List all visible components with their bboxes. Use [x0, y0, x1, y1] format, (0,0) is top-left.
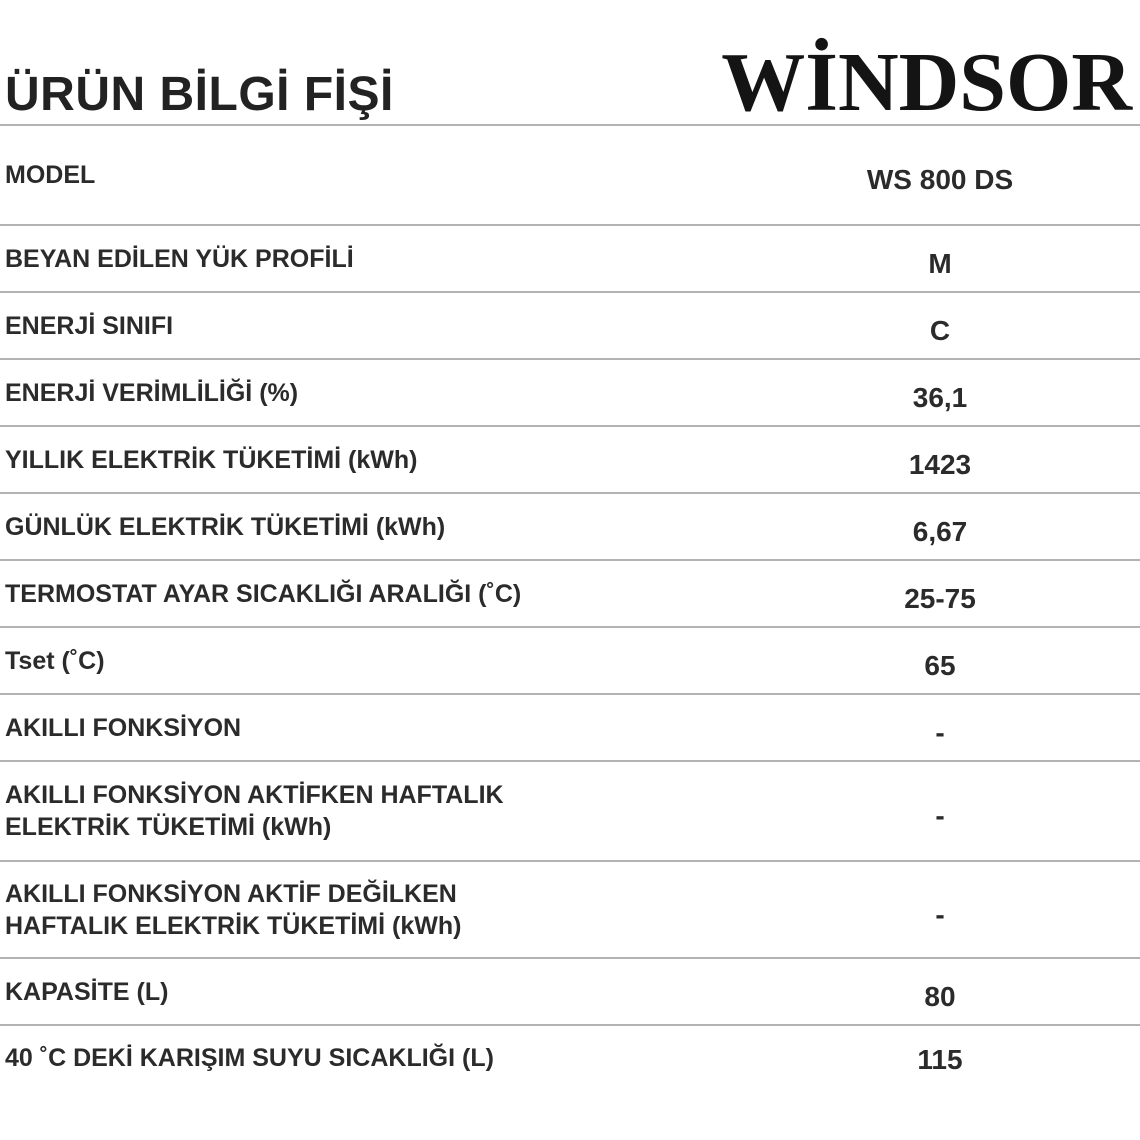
spec-label-text: TERMOSTAT AYAR SICAKLIĞI ARALIĞI (˚C) [5, 579, 522, 608]
spec-row-model [0, 126, 1140, 226]
spec-row-mixed-water [0, 1026, 1140, 1136]
spec-label [0, 578, 521, 610]
spec-row-load-profile [0, 226, 1140, 293]
spec-row-thermostat-range [0, 561, 1140, 628]
spec-label-text: KAPASİTE (L) [5, 977, 169, 1006]
spec-label-text: AKILLI FONKSİYON [5, 713, 242, 742]
spec-label-text: ENERJİ SINIFI [5, 311, 174, 340]
spec-label [0, 1026, 494, 1074]
page-title: ÜRÜN BİLGİ FİŞİ [5, 67, 394, 121]
spec-row-weekly-consumption-smart-off [0, 862, 1140, 959]
spec-label [0, 444, 417, 476]
spec-label [0, 878, 461, 942]
spec-label-text: AKILLI FONKSİYON AKTİFKEN HAFTALIK [5, 781, 504, 809]
spec-label-text: YILLIK ELEKTRİK TÜKETİMİ (kWh) [5, 445, 418, 474]
spec-row-energy-class [0, 293, 1140, 360]
spec-value: - [935, 898, 945, 930]
spec-label-text: Tset (˚C) [5, 646, 105, 675]
spec-label [0, 159, 95, 191]
spec-label-text-line2: ELEKTRİK TÜKETİMİ (kWh) [5, 813, 332, 841]
spec-row-weekly-consumption-smart-on [0, 762, 1140, 862]
spec-value: 25-75 [904, 582, 976, 614]
spec-label-text: GÜNLÜK ELEKTRİK TÜKETİMİ (kWh) [5, 512, 446, 541]
spec-value: 6,67 [912, 515, 968, 547]
spec-row-daily-consumption [0, 494, 1140, 561]
spec-value: 36,1 [912, 381, 968, 413]
spec-label [0, 779, 504, 843]
spec-row-annual-consumption [0, 427, 1140, 494]
spec-label-text: BEYAN EDİLEN YÜK PROFİLİ [5, 244, 354, 273]
spec-label-text: AKILLI FONKSİYON AKTİF DEĞİLKEN [5, 879, 457, 908]
spec-label-text-line2: HAFTALIK ELEKTRİK TÜKETİMİ (kWh) [5, 911, 462, 940]
spec-value: M [928, 247, 952, 279]
spec-label [0, 243, 354, 275]
brand-logo: WİNDSOR [721, 36, 1132, 130]
spec-value: - [935, 716, 945, 748]
spec-value: 1423 [908, 448, 972, 480]
spec-row-capacity [0, 959, 1140, 1026]
spec-label-text: 40 ˚C DEKİ KARIŞIM SUYU SICAKLIĞI (L) [5, 1044, 494, 1072]
spec-row-energy-efficiency [0, 360, 1140, 427]
spec-label [0, 645, 105, 677]
spec-label-text: MODEL [5, 161, 96, 189]
spec-value: - [935, 800, 945, 831]
spec-value: 115 [917, 1044, 963, 1075]
spec-row-smart-function [0, 695, 1140, 762]
spec-label [0, 377, 298, 409]
spec-value: C [929, 314, 951, 346]
spec-label [0, 310, 173, 342]
spec-label [0, 712, 241, 744]
spec-value: 65 [924, 649, 956, 681]
spec-value: WS 800 DS [866, 164, 1014, 195]
spec-table [0, 126, 1140, 1136]
header [0, 0, 1140, 130]
spec-value: 80 [924, 980, 956, 1012]
spec-label [0, 511, 445, 543]
spec-row-tset [0, 628, 1140, 695]
spec-label [0, 976, 168, 1008]
spec-label-text: ENERJİ VERİMLİLİĞİ (%) [5, 378, 299, 407]
